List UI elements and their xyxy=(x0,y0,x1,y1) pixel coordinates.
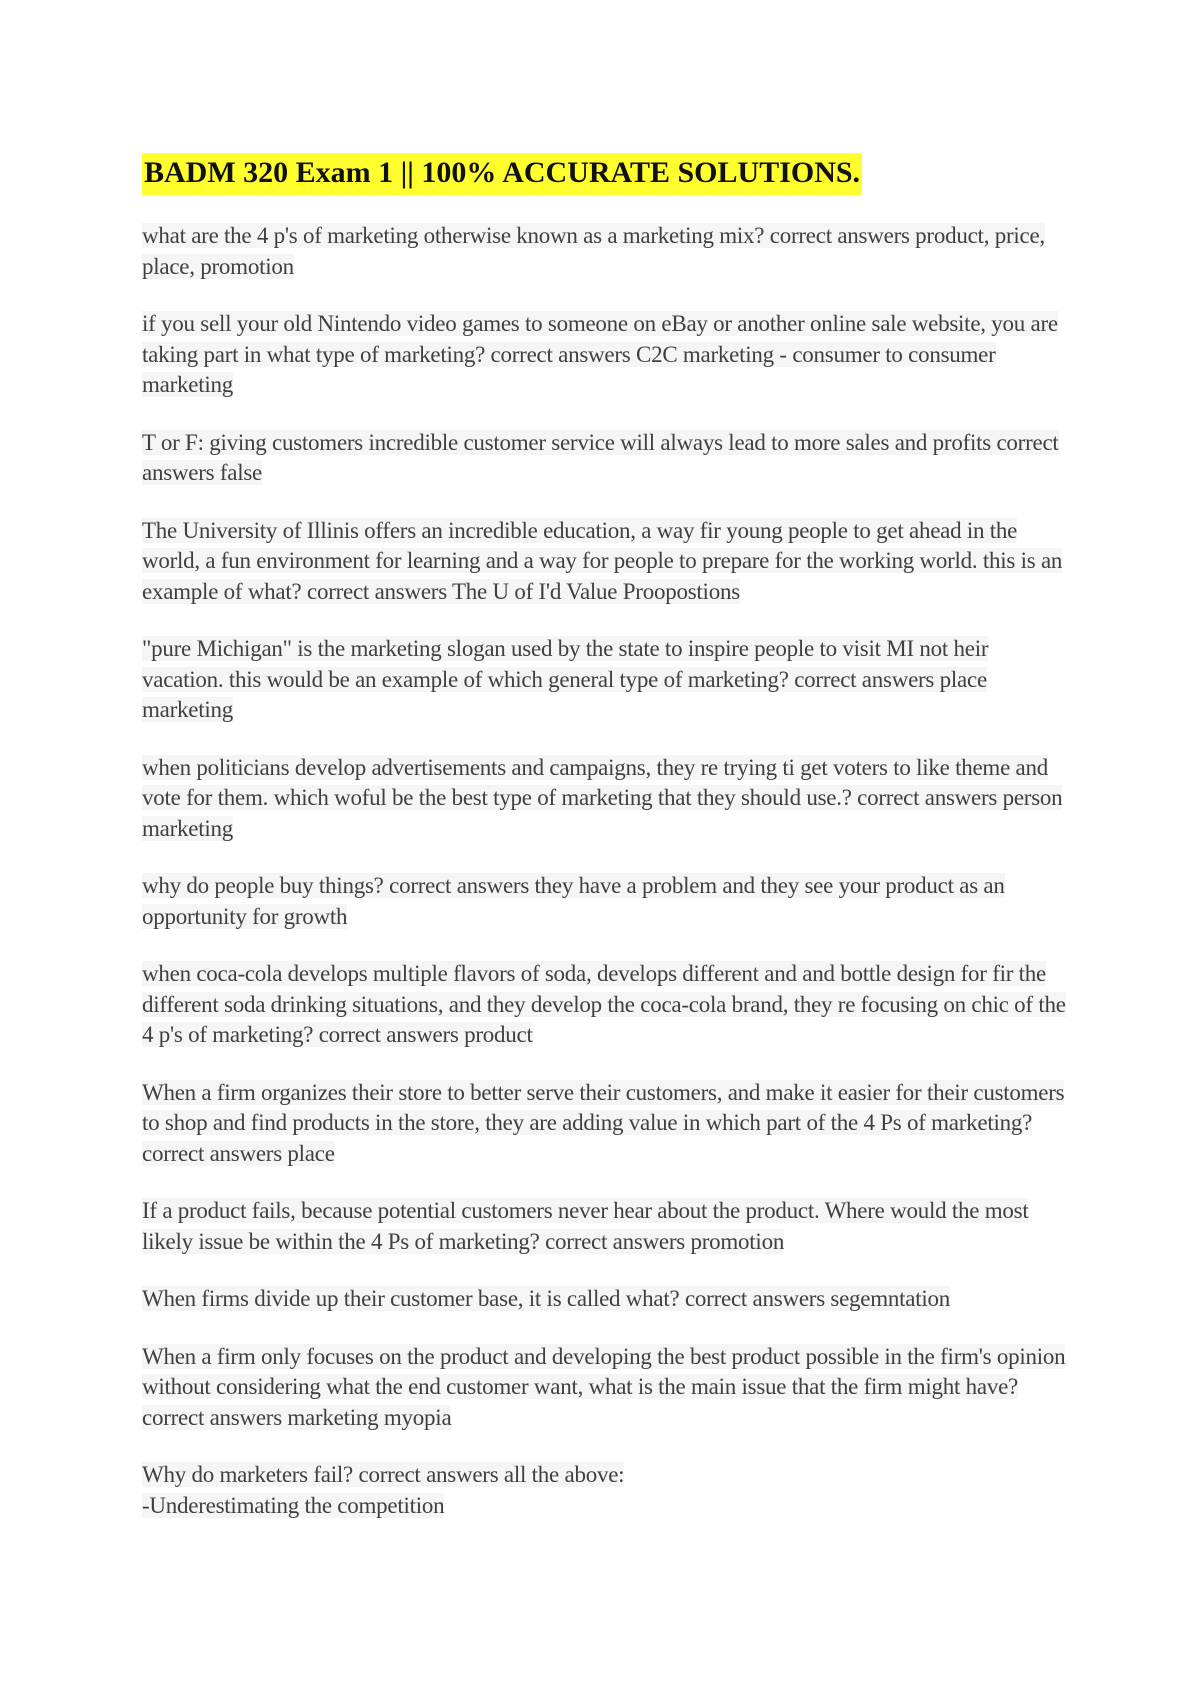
qa-entry xyxy=(142,753,1072,845)
qa-entry-text: When a firm organizes their store to better serve their customers, and make it easier for their customers to shop and find products in the store, they are adding value in which part of the 4 Ps of marketing? correct answers place xyxy=(142,1079,1065,1166)
qa-entry xyxy=(142,1460,1072,1521)
qa-entry xyxy=(142,959,1072,1051)
qa-entry-text: when coca-cola develops multiple flavors of soda, develops different and and bottle design for fir the different soda drinking situations, and they develop the coca-cola brand, they re focusing on chic of the 4 p's of marketing? correct answers product xyxy=(142,961,1066,1047)
qa-entry xyxy=(142,634,1072,726)
qa-entry-text: if you sell your old Nintendo video games to someone on eBay or another online sale website, you are taking part in what type of marketing? correct answers C2C marketing - consumer to consumer marketing xyxy=(142,311,1058,397)
qa-entry-text: why do people buy things? correct answers they have a problem and they see your product as an opportunity for growth xyxy=(142,873,1005,929)
qa-entry-text: When a firm only focuses on the product and developing the best product possible in the firm's opinion without considering what the end customer want, what is the main issue that the firm might have? correct answers marketing myopia xyxy=(142,1343,1066,1430)
qa-entry-text: when politicians develop advertisements and campaigns, they re trying ti get voters to like theme and vote for them. which woful be the best type of marketing that they should use.? correct answers person marketing xyxy=(142,754,1063,841)
qa-entry-text: "pure Michigan" is the marketing slogan used by the state to inspire people to visit MI not heir vacation. this would be an example of which general type of marketing? correct answers place marketing xyxy=(142,636,989,722)
document-content xyxy=(142,153,1072,1548)
qa-entry xyxy=(142,1284,1072,1315)
qa-entry-text: If a product fails, because potential customers never hear about the product. Where would the most likely issue be within the 4 Ps of marketing? correct answers promotion xyxy=(142,1198,1029,1254)
qa-entry xyxy=(142,428,1072,489)
qa-entry xyxy=(142,1342,1072,1434)
qa-entry xyxy=(142,516,1072,608)
qa-entry xyxy=(142,1196,1072,1257)
qa-entry-text: When firms divide up their customer base, it is called what? correct answers segemntation xyxy=(142,1286,951,1311)
qa-entry-text: T or F: giving customers incredible customer service will always lead to more sales and profits correct answers false xyxy=(142,429,1059,485)
qa-entry-text: The University of Illinis offers an incredible education, a way fir young people to get ahead in the world, a fun environment for learning and a way for people to prepare for the working world. this is an example of what? correct answers The U of I'd Value Proopostions xyxy=(142,517,1063,604)
qa-entry-text: Why do marketers fail? correct answers all the above: -Underestimating the competition xyxy=(142,1462,625,1518)
document-title: BADM 320 Exam 1 || 100% ACCURATE SOLUTIONS. xyxy=(142,153,862,195)
qa-entry xyxy=(142,309,1072,401)
qa-entry xyxy=(142,871,1072,932)
qa-entry xyxy=(142,1078,1072,1170)
qa-entry xyxy=(142,221,1072,282)
qa-entry-text: what are the 4 p's of marketing otherwise known as a marketing mix? correct answers product, price, place, promotion xyxy=(142,223,1045,279)
